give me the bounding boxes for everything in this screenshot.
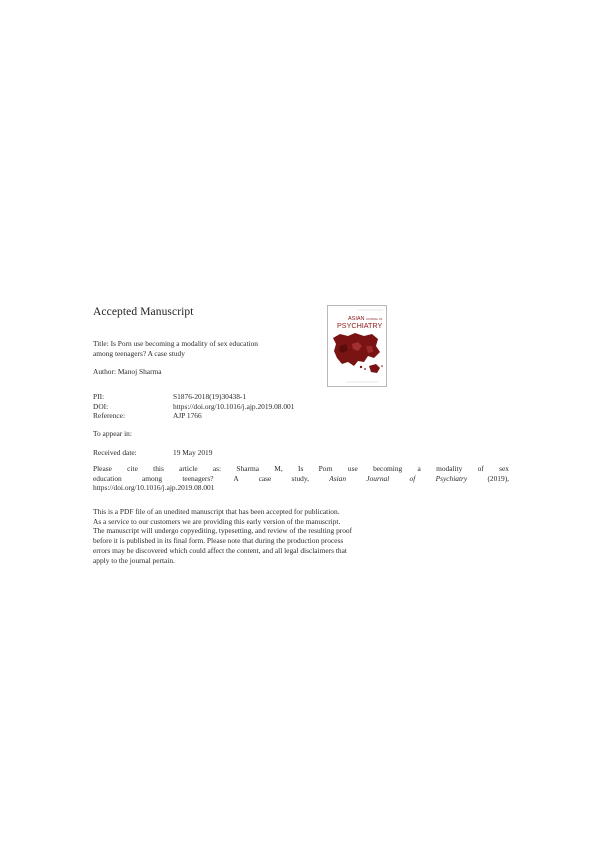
disclaimer-line: The manuscript will undergo copyediting, typesetting, and review of the resulting proof: [93, 526, 353, 536]
disclaimer-paragraph: [93, 507, 509, 565]
citation-line: [93, 474, 509, 484]
doi-link[interactable]: https://doi.org/10.1016/j.ajp.2019.08.001: [173, 401, 295, 411]
disclaimer-line: As a service to our customers we are providing this early version of the manuscript.: [93, 516, 341, 526]
meta-row-doi: [93, 402, 294, 412]
meta-row-reference: [93, 411, 294, 421]
cover-journal-main: PSYCHIATRY: [337, 321, 383, 330]
article-title-line: Title: Is Porn use becoming a modality of sex education: [93, 339, 258, 348]
received-date-value: 19 May 2019: [173, 448, 213, 457]
disclaimer-line: before it is published in its final form. Please note that during the production process: [93, 536, 344, 546]
page-heading: Accepted Manuscript: [93, 306, 194, 318]
meta-value: S1876-2018(19)30438-1: [173, 392, 247, 401]
citation-text: education among teenagers? A case study,: [93, 473, 309, 483]
citation-journal: Asian Journal of Psychiatry: [329, 473, 468, 483]
meta-label: DOI:: [93, 401, 109, 411]
received-date-row: [93, 448, 212, 458]
to-appear-in: To appear in:: [93, 429, 132, 438]
citation-line: Please cite this article as: Sharma M, Is Porn use becoming a modality of sex: [93, 464, 509, 473]
journal-cover-thumbnail: [327, 305, 387, 387]
article-author: Author: Manoj Sharma: [93, 367, 162, 376]
journal-cover-image: [328, 306, 386, 386]
disclaimer-line: This is a PDF file of an unedited manuscript that has been accepted for publication.: [93, 507, 340, 516]
citation-year: (2019),: [467, 473, 509, 483]
article-title: [93, 339, 303, 358]
disclaimer-line: apply to the journal pertain.: [93, 555, 175, 565]
citation-paragraph: [93, 464, 509, 493]
meta-label: PII:: [93, 392, 105, 401]
disclaimer-line: errors may be discovered which could affect the content, and all legal disclaimers that: [93, 545, 347, 555]
meta-row-pii: [93, 392, 294, 402]
citation-doi-link[interactable]: https://doi.org/10.1016/j.ajp.2019.08.001: [93, 483, 215, 493]
received-date-label: Received date:: [93, 448, 137, 457]
cover-map-artwork: [333, 333, 383, 373]
cover-journal-small: JOURNAL OF: [366, 318, 383, 321]
article-title-line: among teenagers? A case study: [93, 348, 185, 358]
meta-label: Reference:: [93, 411, 126, 421]
article-metadata: [93, 392, 294, 421]
meta-value: AJP 1766: [173, 411, 202, 421]
cover-journal-top: ASIAN: [348, 316, 365, 322]
